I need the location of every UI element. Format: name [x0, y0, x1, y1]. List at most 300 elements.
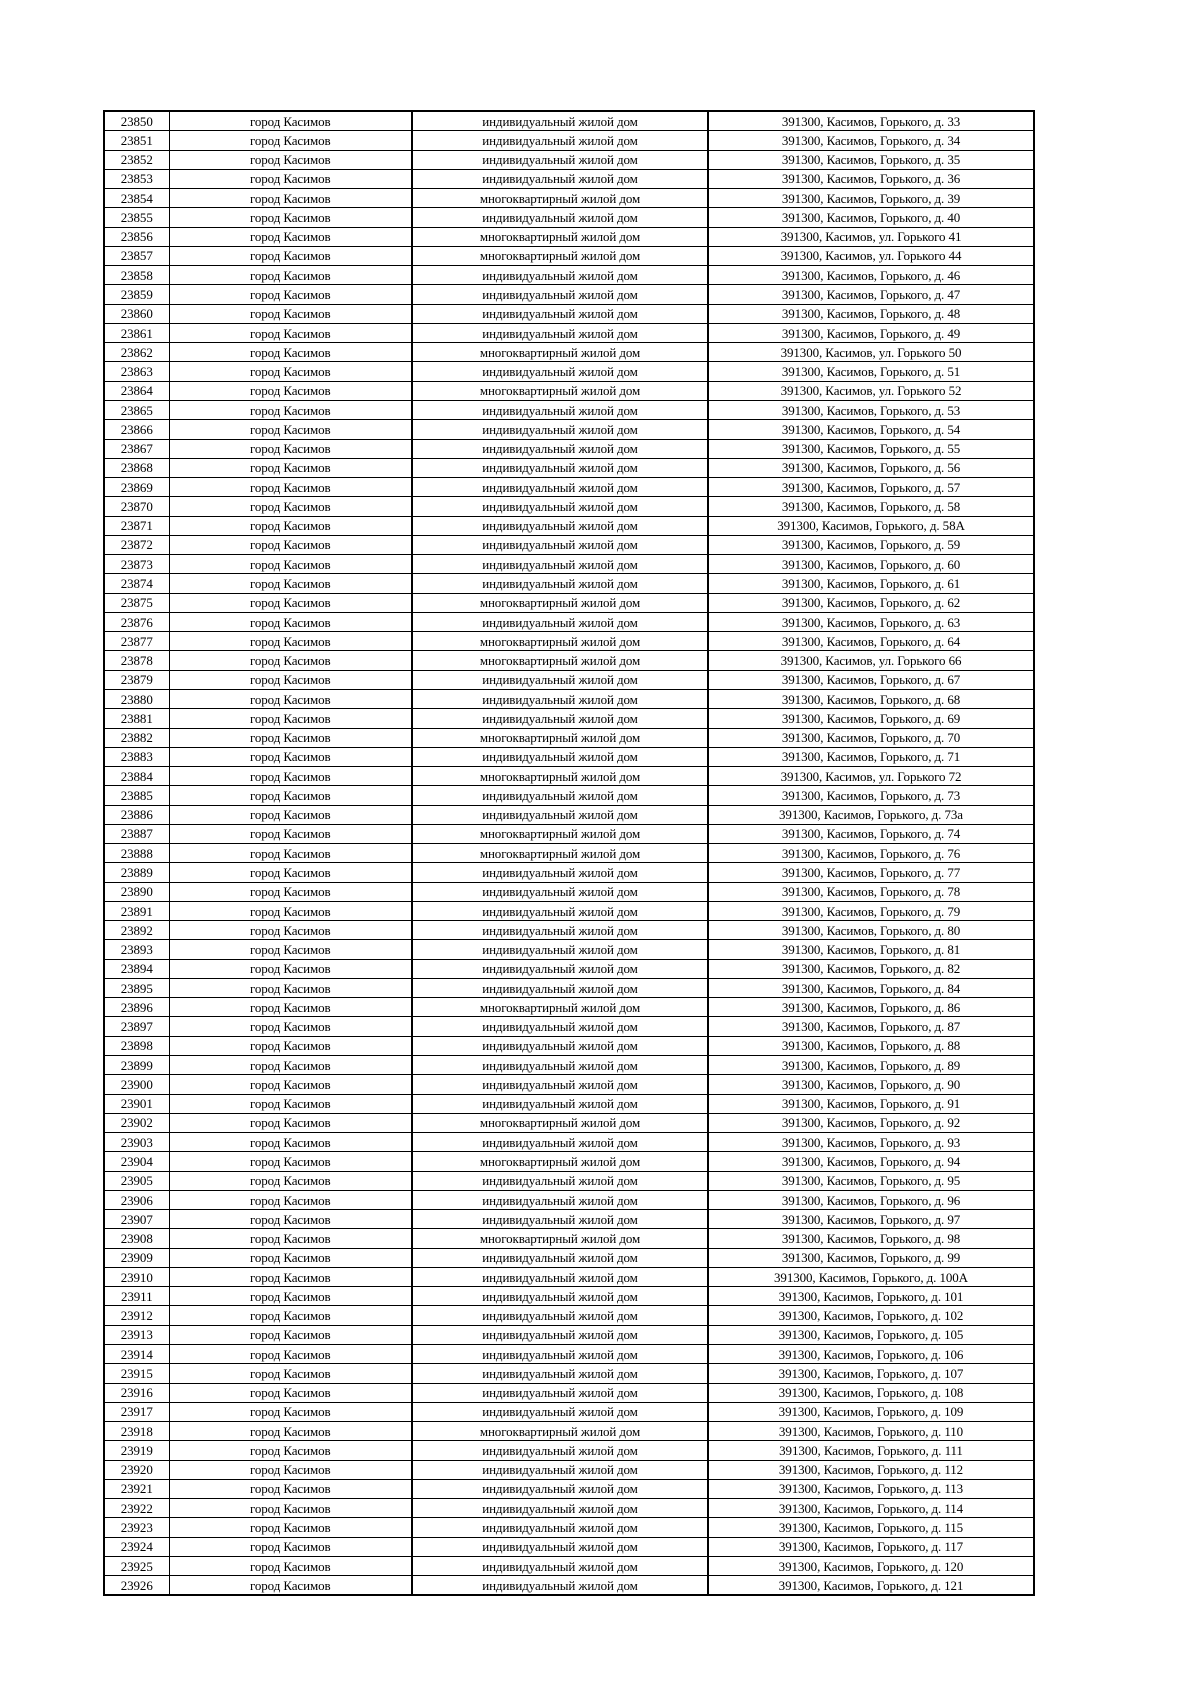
row-number-cell: 23897	[104, 1017, 169, 1036]
row-number-cell: 23858	[104, 266, 169, 285]
address-cell: 391300, Касимов, Горького, д. 88	[708, 1036, 1034, 1055]
row-number-cell: 23901	[104, 1094, 169, 1113]
row-number-cell: 23914	[104, 1345, 169, 1364]
locality-cell: город Касимов	[169, 420, 412, 439]
row-number-cell: 23862	[104, 343, 169, 362]
address-cell: 391300, Касимов, Горького, д. 120	[708, 1556, 1034, 1575]
row-number-cell: 23917	[104, 1402, 169, 1421]
table-row	[104, 1094, 1034, 1113]
table-row	[104, 1441, 1034, 1460]
row-number-cell: 23925	[104, 1556, 169, 1575]
address-cell: 391300, Касимов, Горького, д. 86	[708, 998, 1034, 1017]
building-type-cell: многоквартирный жилой дом	[412, 632, 708, 651]
locality-cell: город Касимов	[169, 728, 412, 747]
row-number-cell: 23895	[104, 978, 169, 997]
address-cell: 391300, Касимов, Горького, д. 121	[708, 1576, 1034, 1596]
locality-cell: город Касимов	[169, 189, 412, 208]
address-cell: 391300, Касимов, Горького, д. 109	[708, 1402, 1034, 1421]
row-number-cell: 23921	[104, 1479, 169, 1498]
locality-cell: город Касимов	[169, 1036, 412, 1055]
locality-cell: город Касимов	[169, 786, 412, 805]
locality-cell: город Касимов	[169, 824, 412, 843]
address-cell: 391300, Касимов, Горького, д. 89	[708, 1056, 1034, 1075]
table-row	[104, 516, 1034, 535]
address-cell: 391300, Касимов, Горького, д. 79	[708, 901, 1034, 920]
table-row	[104, 1056, 1034, 1075]
address-cell: 391300, Касимов, Горького, д. 58А	[708, 516, 1034, 535]
building-type-cell: многоквартирный жилой дом	[412, 1152, 708, 1171]
row-number-cell: 23903	[104, 1133, 169, 1152]
building-type-cell: индивидуальный жилой дом	[412, 1441, 708, 1460]
table-row	[104, 169, 1034, 188]
building-type-cell: индивидуальный жилой дом	[412, 1287, 708, 1306]
locality-cell: город Касимов	[169, 400, 412, 419]
row-number-cell: 23869	[104, 478, 169, 497]
locality-cell: город Касимов	[169, 1287, 412, 1306]
locality-cell: город Касимов	[169, 1364, 412, 1383]
building-type-cell: индивидуальный жилой дом	[412, 612, 708, 631]
building-type-cell: многоквартирный жилой дом	[412, 651, 708, 670]
row-number-cell: 23866	[104, 420, 169, 439]
table-row	[104, 439, 1034, 458]
table-row	[104, 458, 1034, 477]
building-type-cell: индивидуальный жилой дом	[412, 689, 708, 708]
table-row	[104, 978, 1034, 997]
table-row	[104, 1345, 1034, 1364]
locality-cell: город Касимов	[169, 593, 412, 612]
row-number-cell: 23855	[104, 208, 169, 227]
address-cell: 391300, Касимов, Горького, д. 102	[708, 1306, 1034, 1325]
building-type-cell: индивидуальный жилой дом	[412, 111, 708, 131]
building-type-cell: индивидуальный жилой дом	[412, 709, 708, 728]
row-number-cell: 23896	[104, 998, 169, 1017]
row-number-cell: 23878	[104, 651, 169, 670]
locality-cell: город Касимов	[169, 208, 412, 227]
address-cell: 391300, Касимов, Горького, д. 90	[708, 1075, 1034, 1094]
building-type-cell: индивидуальный жилой дом	[412, 1364, 708, 1383]
locality-cell: город Касимов	[169, 1537, 412, 1556]
address-cell: 391300, Касимов, ул. Горького 50	[708, 343, 1034, 362]
table-row	[104, 670, 1034, 689]
building-type-cell: индивидуальный жилой дом	[412, 1499, 708, 1518]
address-cell: 391300, Касимов, Горького, д. 54	[708, 420, 1034, 439]
table-row	[104, 1556, 1034, 1575]
table-row	[104, 1402, 1034, 1421]
table-row	[104, 1422, 1034, 1441]
locality-cell: город Касимов	[169, 1402, 412, 1421]
locality-cell: город Касимов	[169, 535, 412, 554]
row-number-cell: 23884	[104, 767, 169, 786]
row-number-cell: 23856	[104, 227, 169, 246]
table-row	[104, 593, 1034, 612]
locality-cell: город Касимов	[169, 516, 412, 535]
locality-cell: город Касимов	[169, 863, 412, 882]
row-number-cell: 23877	[104, 632, 169, 651]
building-type-cell: индивидуальный жилой дом	[412, 1075, 708, 1094]
address-cell: 391300, Касимов, Горького, д. 96	[708, 1190, 1034, 1209]
building-type-cell: индивидуальный жилой дом	[412, 1056, 708, 1075]
row-number-cell: 23924	[104, 1537, 169, 1556]
address-cell: 391300, Касимов, Горького, д. 117	[708, 1537, 1034, 1556]
locality-cell: город Касимов	[169, 131, 412, 150]
locality-cell: город Касимов	[169, 1460, 412, 1479]
row-number-cell: 23898	[104, 1036, 169, 1055]
address-cell: 391300, Касимов, ул. Горького 72	[708, 767, 1034, 786]
row-number-cell: 23850	[104, 111, 169, 131]
locality-cell: город Касимов	[169, 767, 412, 786]
building-type-cell: многоквартирный жилой дом	[412, 189, 708, 208]
address-cell: 391300, Касимов, Горького, д. 64	[708, 632, 1034, 651]
building-type-cell: индивидуальный жилой дом	[412, 959, 708, 978]
address-cell: 391300, Касимов, Горького, д. 106	[708, 1345, 1034, 1364]
address-cell: 391300, Касимов, Горького, д. 70	[708, 728, 1034, 747]
table-row	[104, 208, 1034, 227]
row-number-cell: 23860	[104, 304, 169, 323]
building-type-cell: индивидуальный жилой дом	[412, 1248, 708, 1267]
row-number-cell: 23907	[104, 1210, 169, 1229]
table-row	[104, 1133, 1034, 1152]
table-row	[104, 131, 1034, 150]
address-cell: 391300, Касимов, Горького, д. 98	[708, 1229, 1034, 1248]
building-type-cell: многоквартирный жилой дом	[412, 1229, 708, 1248]
row-number-cell: 23893	[104, 940, 169, 959]
building-type-cell: индивидуальный жилой дом	[412, 458, 708, 477]
row-number-cell: 23894	[104, 959, 169, 978]
table-row	[104, 304, 1034, 323]
row-number-cell: 23880	[104, 689, 169, 708]
table-row	[104, 998, 1034, 1017]
table-row	[104, 400, 1034, 419]
address-cell: 391300, Касимов, Горького, д. 76	[708, 844, 1034, 863]
address-cell: 391300, Касимов, Горького, д. 99	[708, 1248, 1034, 1267]
locality-cell: город Касимов	[169, 1133, 412, 1152]
address-cell: 391300, Касимов, Горького, д. 34	[708, 131, 1034, 150]
building-type-cell: индивидуальный жилой дом	[412, 940, 708, 959]
locality-cell: город Касимов	[169, 940, 412, 959]
table-row	[104, 844, 1034, 863]
row-number-cell: 23916	[104, 1383, 169, 1402]
address-cell: 391300, Касимов, Горького, д. 58	[708, 497, 1034, 516]
table-row	[104, 1325, 1034, 1344]
row-number-cell: 23888	[104, 844, 169, 863]
table-row	[104, 266, 1034, 285]
building-type-cell: индивидуальный жилой дом	[412, 805, 708, 824]
table-row	[104, 767, 1034, 786]
row-number-cell: 23873	[104, 555, 169, 574]
table-row	[104, 381, 1034, 400]
table-row	[104, 555, 1034, 574]
table-row	[104, 1248, 1034, 1267]
row-number-cell: 23852	[104, 150, 169, 169]
row-number-cell: 23881	[104, 709, 169, 728]
address-cell: 391300, Касимов, Горького, д. 62	[708, 593, 1034, 612]
building-type-cell: многоквартирный жилой дом	[412, 343, 708, 362]
locality-cell: город Касимов	[169, 1113, 412, 1132]
address-cell: 391300, Касимов, Горького, д. 100А	[708, 1267, 1034, 1286]
row-number-cell: 23885	[104, 786, 169, 805]
row-number-cell: 23861	[104, 323, 169, 342]
locality-cell: город Касимов	[169, 1576, 412, 1596]
row-number-cell: 23876	[104, 612, 169, 631]
locality-cell: город Касимов	[169, 632, 412, 651]
building-type-cell: индивидуальный жилой дом	[412, 323, 708, 342]
table-row	[104, 921, 1034, 940]
locality-cell: город Касимов	[169, 478, 412, 497]
address-cell: 391300, Касимов, ул. Горького 66	[708, 651, 1034, 670]
row-number-cell: 23879	[104, 670, 169, 689]
row-number-cell: 23872	[104, 535, 169, 554]
building-type-cell: индивидуальный жилой дом	[412, 1537, 708, 1556]
locality-cell: город Касимов	[169, 709, 412, 728]
locality-cell: город Касимов	[169, 1017, 412, 1036]
building-type-cell: индивидуальный жилой дом	[412, 1190, 708, 1209]
address-cell: 391300, Касимов, Горького, д. 57	[708, 478, 1034, 497]
table-row	[104, 651, 1034, 670]
address-cell: 391300, Касимов, Горького, д. 115	[708, 1518, 1034, 1537]
locality-cell: город Касимов	[169, 304, 412, 323]
building-type-cell: индивидуальный жилой дом	[412, 208, 708, 227]
building-type-cell: индивидуальный жилой дом	[412, 1576, 708, 1596]
row-number-cell: 23908	[104, 1229, 169, 1248]
address-cell: 391300, Касимов, Горького, д. 73а	[708, 805, 1034, 824]
address-cell: 391300, Касимов, Горького, д. 74	[708, 824, 1034, 843]
locality-cell: город Касимов	[169, 998, 412, 1017]
row-number-cell: 23900	[104, 1075, 169, 1094]
row-number-cell: 23919	[104, 1441, 169, 1460]
locality-cell: город Касимов	[169, 246, 412, 265]
table-row	[104, 1036, 1034, 1055]
locality-cell: город Касимов	[169, 978, 412, 997]
locality-cell: город Касимов	[169, 439, 412, 458]
address-cell: 391300, Касимов, ул. Горького 52	[708, 381, 1034, 400]
table-row	[104, 1576, 1034, 1596]
address-cell: 391300, Касимов, Горького, д. 48	[708, 304, 1034, 323]
locality-cell: город Касимов	[169, 689, 412, 708]
table-row	[104, 1306, 1034, 1325]
address-cell: 391300, Касимов, Горького, д. 93	[708, 1133, 1034, 1152]
address-cell: 391300, Касимов, Горького, д. 69	[708, 709, 1034, 728]
address-cell: 391300, Касимов, ул. Горького 41	[708, 227, 1034, 246]
table-row	[104, 612, 1034, 631]
table-row	[104, 246, 1034, 265]
locality-cell: город Касимов	[169, 901, 412, 920]
address-cell: 391300, Касимов, Горького, д. 80	[708, 921, 1034, 940]
address-cell: 391300, Касимов, Горького, д. 68	[708, 689, 1034, 708]
building-type-cell: индивидуальный жилой дом	[412, 863, 708, 882]
building-type-cell: индивидуальный жилой дом	[412, 439, 708, 458]
table-row	[104, 1113, 1034, 1132]
building-type-cell: многоквартирный жилой дом	[412, 593, 708, 612]
locality-cell: город Касимов	[169, 111, 412, 131]
locality-cell: город Касимов	[169, 921, 412, 940]
table-row	[104, 940, 1034, 959]
address-cell: 391300, Касимов, Горького, д. 60	[708, 555, 1034, 574]
locality-cell: город Касимов	[169, 1210, 412, 1229]
row-number-cell: 23906	[104, 1190, 169, 1209]
address-cell: 391300, Касимов, Горького, д. 111	[708, 1441, 1034, 1460]
locality-cell: город Касимов	[169, 1441, 412, 1460]
locality-cell: город Касимов	[169, 323, 412, 342]
row-number-cell: 23902	[104, 1113, 169, 1132]
building-type-cell: индивидуальный жилой дом	[412, 555, 708, 574]
building-type-cell: многоквартирный жилой дом	[412, 844, 708, 863]
locality-cell: город Касимов	[169, 555, 412, 574]
locality-cell: город Касимов	[169, 1248, 412, 1267]
locality-cell: город Касимов	[169, 343, 412, 362]
table-row	[104, 1383, 1034, 1402]
building-type-cell: индивидуальный жилой дом	[412, 420, 708, 439]
address-cell: 391300, Касимов, Горького, д. 92	[708, 1113, 1034, 1132]
table-row	[104, 824, 1034, 843]
address-cell: 391300, Касимов, Горького, д. 114	[708, 1499, 1034, 1518]
locality-cell: город Касимов	[169, 458, 412, 477]
row-number-cell: 23875	[104, 593, 169, 612]
building-type-cell: индивидуальный жилой дом	[412, 169, 708, 188]
address-cell: 391300, Касимов, Горького, д. 55	[708, 439, 1034, 458]
table-row	[104, 1229, 1034, 1248]
row-number-cell: 23889	[104, 863, 169, 882]
address-cell: 391300, Касимов, Горького, д. 87	[708, 1017, 1034, 1036]
row-number-cell: 23863	[104, 362, 169, 381]
row-number-cell: 23886	[104, 805, 169, 824]
locality-cell: город Касимов	[169, 1479, 412, 1498]
locality-cell: город Касимов	[169, 1518, 412, 1537]
table-row	[104, 1190, 1034, 1209]
building-type-cell: многоквартирный жилой дом	[412, 381, 708, 400]
table-row	[104, 747, 1034, 766]
building-type-cell: индивидуальный жилой дом	[412, 574, 708, 593]
table-row	[104, 420, 1034, 439]
row-number-cell: 23891	[104, 901, 169, 920]
locality-cell: город Касимов	[169, 805, 412, 824]
table-row	[104, 1364, 1034, 1383]
address-cell: 391300, Касимов, Горького, д. 73	[708, 786, 1034, 805]
building-type-cell: многоквартирный жилой дом	[412, 998, 708, 1017]
row-number-cell: 23871	[104, 516, 169, 535]
locality-cell: город Касимов	[169, 574, 412, 593]
table-row	[104, 901, 1034, 920]
building-type-cell: многоквартирный жилой дом	[412, 246, 708, 265]
locality-cell: город Касимов	[169, 882, 412, 901]
address-cell: 391300, Касимов, Горького, д. 53	[708, 400, 1034, 419]
row-number-cell: 23870	[104, 497, 169, 516]
address-cell: 391300, Касимов, Горького, д. 81	[708, 940, 1034, 959]
building-type-cell: индивидуальный жилой дом	[412, 516, 708, 535]
row-number-cell: 23853	[104, 169, 169, 188]
building-type-cell: индивидуальный жилой дом	[412, 535, 708, 554]
row-number-cell: 23851	[104, 131, 169, 150]
building-type-cell: индивидуальный жилой дом	[412, 1383, 708, 1402]
building-type-cell: индивидуальный жилой дом	[412, 1036, 708, 1055]
row-number-cell: 23883	[104, 747, 169, 766]
building-type-cell: многоквартирный жилой дом	[412, 767, 708, 786]
row-number-cell: 23905	[104, 1171, 169, 1190]
building-type-cell: многоквартирный жилой дом	[412, 728, 708, 747]
building-type-cell: индивидуальный жилой дом	[412, 670, 708, 689]
table-row	[104, 1499, 1034, 1518]
row-number-cell: 23874	[104, 574, 169, 593]
address-table-body	[104, 111, 1034, 1595]
row-number-cell: 23899	[104, 1056, 169, 1075]
address-cell: 391300, Касимов, Горького, д. 49	[708, 323, 1034, 342]
building-type-cell: индивидуальный жилой дом	[412, 285, 708, 304]
building-type-cell: многоквартирный жилой дом	[412, 1113, 708, 1132]
building-type-cell: индивидуальный жилой дом	[412, 1325, 708, 1344]
row-number-cell: 23912	[104, 1306, 169, 1325]
table-row	[104, 863, 1034, 882]
table-row	[104, 1017, 1034, 1036]
locality-cell: город Касимов	[169, 1306, 412, 1325]
row-number-cell: 23882	[104, 728, 169, 747]
table-row	[104, 478, 1034, 497]
table-row	[104, 1518, 1034, 1537]
row-number-cell: 23867	[104, 439, 169, 458]
building-type-cell: индивидуальный жилой дом	[412, 921, 708, 940]
locality-cell: город Касимов	[169, 1267, 412, 1286]
address-cell: 391300, Касимов, Горького, д. 39	[708, 189, 1034, 208]
building-type-cell: индивидуальный жилой дом	[412, 747, 708, 766]
address-cell: 391300, Касимов, Горького, д. 82	[708, 959, 1034, 978]
building-type-cell: индивидуальный жилой дом	[412, 786, 708, 805]
row-number-cell: 23909	[104, 1248, 169, 1267]
building-type-cell: индивидуальный жилой дом	[412, 400, 708, 419]
row-number-cell: 23868	[104, 458, 169, 477]
building-type-cell: индивидуальный жилой дом	[412, 901, 708, 920]
locality-cell: город Касимов	[169, 1325, 412, 1344]
locality-cell: город Касимов	[169, 1556, 412, 1575]
locality-cell: город Касимов	[169, 1152, 412, 1171]
locality-cell: город Касимов	[169, 381, 412, 400]
table-row	[104, 632, 1034, 651]
address-cell: 391300, Касимов, Горького, д. 77	[708, 863, 1034, 882]
building-type-cell: индивидуальный жилой дом	[412, 304, 708, 323]
address-cell: 391300, Касимов, Горького, д. 94	[708, 1152, 1034, 1171]
building-type-cell: индивидуальный жилой дом	[412, 1094, 708, 1113]
building-type-cell: индивидуальный жилой дом	[412, 1556, 708, 1575]
building-type-cell: индивидуальный жилой дом	[412, 1210, 708, 1229]
building-type-cell: индивидуальный жилой дом	[412, 150, 708, 169]
locality-cell: город Касимов	[169, 651, 412, 670]
address-cell: 391300, Касимов, ул. Горького 44	[708, 246, 1034, 265]
row-number-cell: 23911	[104, 1287, 169, 1306]
address-cell: 391300, Касимов, Горького, д. 47	[708, 285, 1034, 304]
locality-cell: город Касимов	[169, 1499, 412, 1518]
address-cell: 391300, Касимов, Горького, д. 33	[708, 111, 1034, 131]
address-cell: 391300, Касимов, Горького, д. 95	[708, 1171, 1034, 1190]
address-cell: 391300, Касимов, Горького, д. 91	[708, 1094, 1034, 1113]
address-cell: 391300, Касимов, Горького, д. 46	[708, 266, 1034, 285]
building-type-cell: индивидуальный жилой дом	[412, 1518, 708, 1537]
locality-cell: город Касимов	[169, 1075, 412, 1094]
locality-cell: город Касимов	[169, 1229, 412, 1248]
building-type-cell: многоквартирный жилой дом	[412, 824, 708, 843]
address-cell: 391300, Касимов, Горького, д. 112	[708, 1460, 1034, 1479]
table-row	[104, 574, 1034, 593]
row-number-cell: 23865	[104, 400, 169, 419]
building-type-cell: индивидуальный жилой дом	[412, 882, 708, 901]
table-row	[104, 1287, 1034, 1306]
table-row	[104, 1479, 1034, 1498]
table-row	[104, 497, 1034, 516]
address-cell: 391300, Касимов, Горького, д. 113	[708, 1479, 1034, 1498]
table-row	[104, 150, 1034, 169]
row-number-cell: 23904	[104, 1152, 169, 1171]
building-type-cell: индивидуальный жилой дом	[412, 1402, 708, 1421]
row-number-cell: 23922	[104, 1499, 169, 1518]
building-type-cell: индивидуальный жилой дом	[412, 497, 708, 516]
address-cell: 391300, Касимов, Горького, д. 84	[708, 978, 1034, 997]
locality-cell: город Касимов	[169, 1056, 412, 1075]
